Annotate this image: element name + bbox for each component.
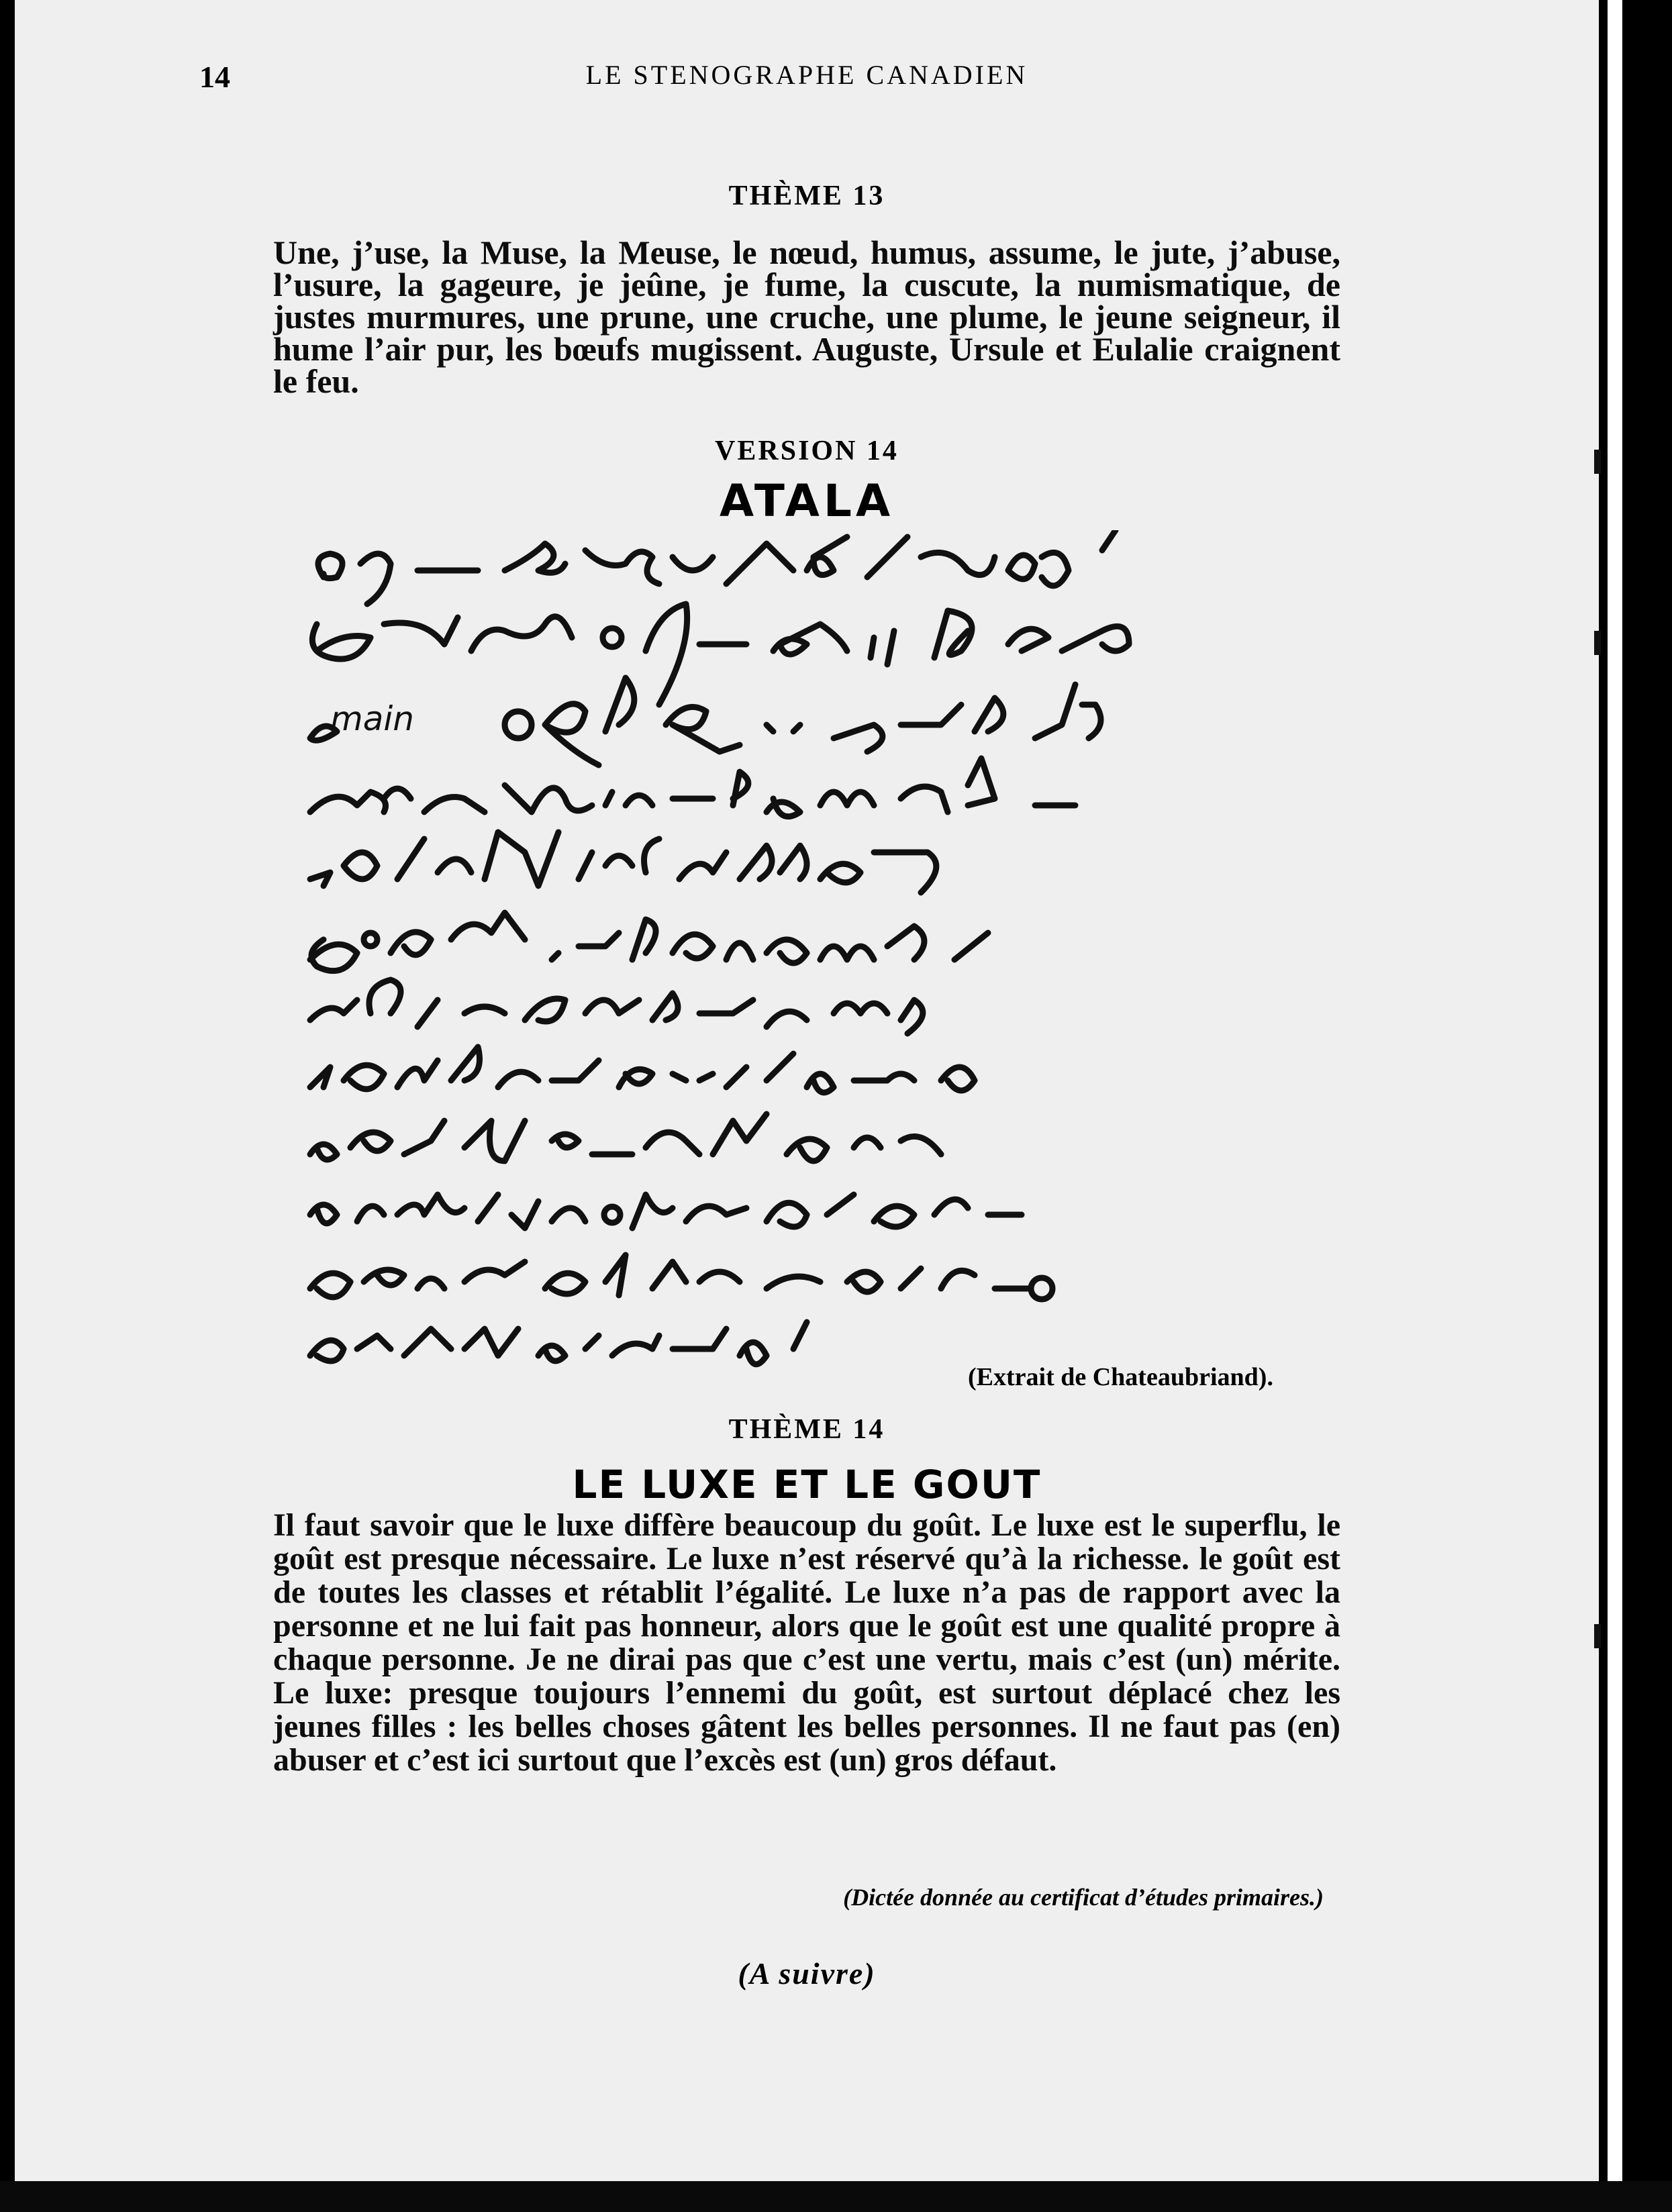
scan-bottom-border <box>0 2181 1672 2212</box>
version14-heading: VERSION 14 <box>715 436 899 466</box>
book-page <box>15 0 1599 2181</box>
theme13-heading: THÈME 13 <box>728 181 885 211</box>
shorthand-word-main: main <box>330 699 414 738</box>
theme14-heading: THÈME 14 <box>728 1414 885 1445</box>
theme14-paragraph: Il faut savoir que le luxe diffère beaucoup du goût. Le luxe est le superflu, le goût est presque nécessaire. Le luxe n’est réservé qu’à la richesse. le goût est de toutes les classes et rétablit l’égalité. Le luxe n’a pas de rapport avec la personne et ne lui fait pas honneur, alors que le goût est une qualité propre à chaque personne. Je ne dirai pas que c’est une vertu, mais c’est (un) mérite. Le luxe: presque toujours l’ennemi du goût, est surtout déplacé chez les jeunes filles : les belles choses gâtent les belles personnes. Il ne faut pas (en) abuser et c’est ici surtout que l’excès est (un) gros défaut. <box>273 1507 1340 1778</box>
a-suivre-note: (A suivre) <box>738 1956 876 1991</box>
page-number: 14 <box>199 60 230 94</box>
shorthand-passage-illustration <box>297 530 1371 1403</box>
theme13-paragraph: Une, j’use, la Muse, la Meuse, le nœud, humus, assume, le jute, j’abuse, l’usure, la gageure, je jeûne, je fume, la cuscute, la numismatique, de justes murmures, une prune, une cruche, une plume, le jeune seigneur, il hume l’air pur, les bœufs mugissent. Auguste, Ursule et Eulalie craignent le feu. <box>273 234 1340 400</box>
scan-right-border <box>1608 0 1622 2212</box>
running-title: LE STENOGRAPHE CANADIEN <box>585 60 1028 90</box>
luxe-et-gout-title: LE LUXE ET LE GOUT <box>572 1462 1042 1507</box>
page-header <box>15 59 1599 99</box>
atala-title: ATALA <box>719 475 895 527</box>
chateaubriand-attribution: (Extrait de Chateaubriand). <box>968 1363 1273 1391</box>
dictee-attribution: (Dictée donnée au certificat d’études primaires.) <box>843 1884 1324 1911</box>
